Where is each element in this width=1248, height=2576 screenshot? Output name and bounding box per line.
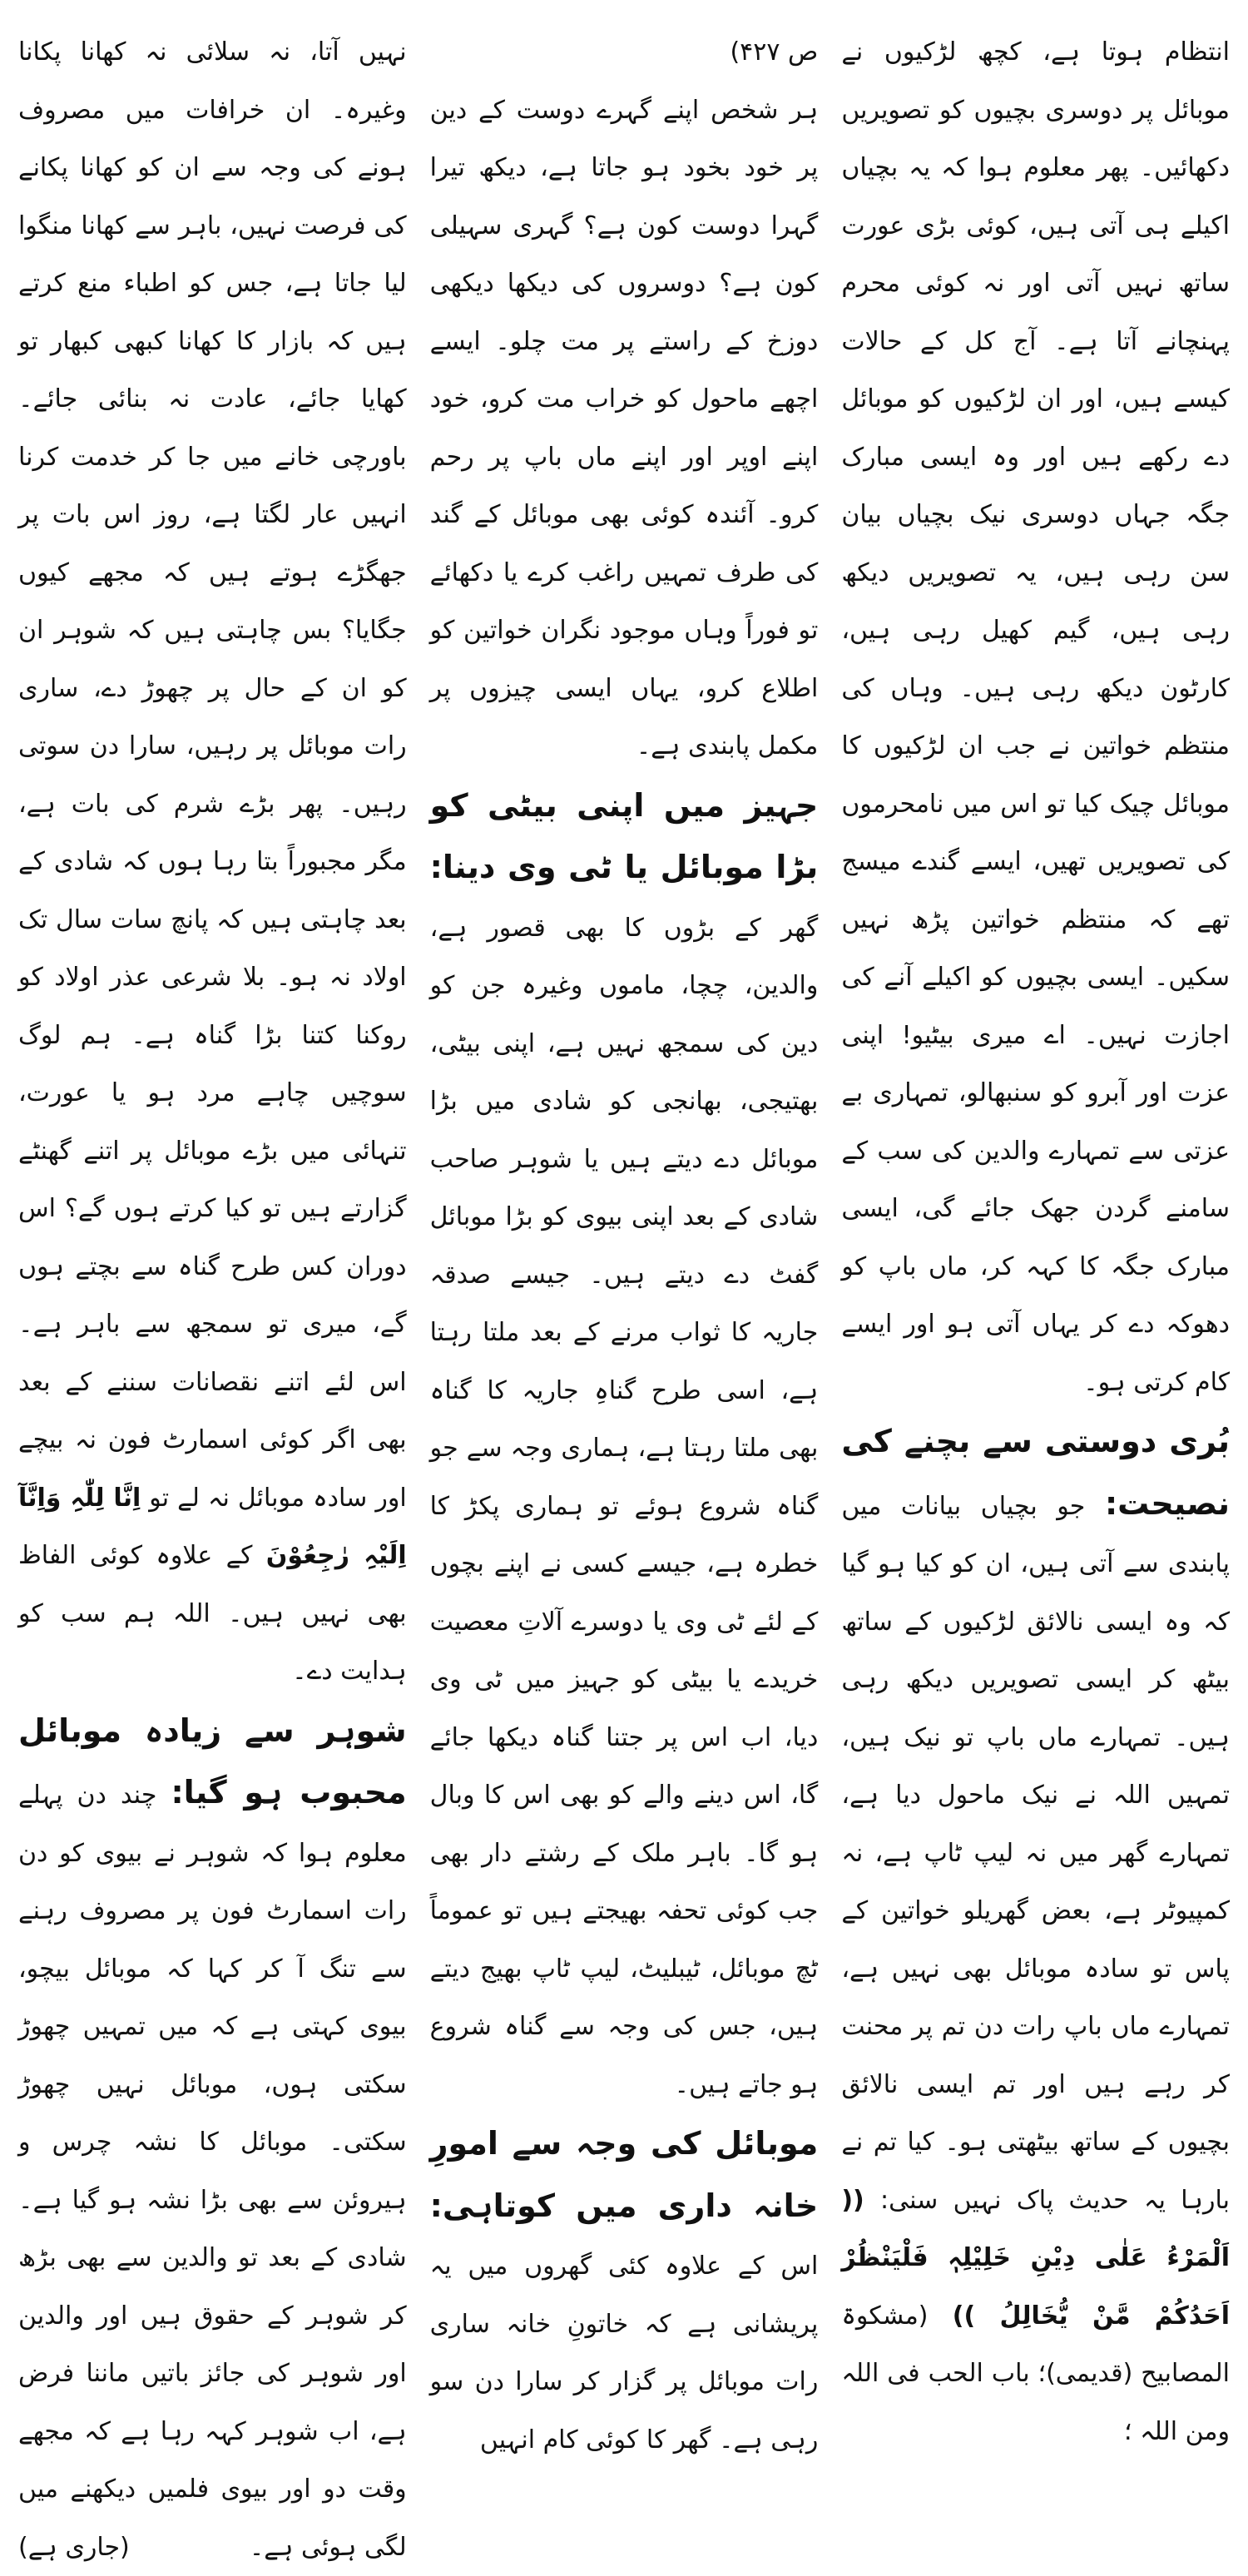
paragraph-text: انتظام ہوتا ہے، کچھ لڑکیوں نے موبائل پر دوسری بچیوں کو تصویریں دکھائیں۔ پھر معلوم ہوا کہ یہ بچیاں اکیلے ہی آتی ہیں، کوئی بڑی عورت ساتھ نہیں آتی اور نہ کوئی محرم پہنچانے آتا ہے۔ آج کل کے حالات کیسے ہیں، اور ان لڑکیوں کو موبائل دے رکھے ہیں اور وہ ایسی مبارک جگہ جہاں دوسری نیک بچیاں بیان سن رہی ہیں، یہ تصویریں دیکھ رہی ہیں، گیم کھیل رہی ہیں، کارٹون دیکھ رہی ہیں۔ وہاں کی منتظم خواتین نے جب ان لڑکیوں کا موبائل چیک کیا تو اس میں نامحرموں کی تصویریں تھیں، ایسے گندے میسج تھے کہ منتظم خواتین پڑھ نہیں سکیں۔ ایسی بچیوں کو اکیلے آنے کی اجازت نہیں۔ اے میری بیٹیو! اپنی عزت اور آبرو کو سنبھالو، تمہاری بے عزتی سے تمہارے والدین کی سب کے سامنے گردن جھک جائے گی، ایسی مبارک جگہ کا کہہ کر، ماں باپ کو دھوکہ دے کر یہاں آتی ہو اور ایسے کام کرتی ہو۔ — [841, 37, 1230, 1397]
paragraph-text: جو بچیاں بیانات میں پابندی سے آتی ہیں، ان کو کیا ہو گیا کہ وہ ایسی نالائق لڑکیوں کے ساتھ بیٹھ کر ایسی تصویریں دیکھ رہی ہیں۔ تمہارے ماں باپ تو نیک ہیں، تمہیں اللہ نے نیک ماحول دیا ہے، تمہارے گھر میں نہ لیپ ٹاپ ہے، نہ کمپیوٹر ہے، بعض گھریلو خواتین کے پاس تو سادہ موبائل بھی نہیں ہے، تمہارے ماں باپ رات دن تم پر محنت کر رہے ہیں اور تم ایسی نالائق بچیوں کے ساتھ بیٹھتی ہو۔ کیا تم نے بارہا یہ حدیث پاک نہیں سنی: — [841, 1492, 1230, 2215]
section-heading: شوہر سے زیادہ موبائل محبوب ہو گیا: — [18, 1712, 407, 1811]
paragraph-text: کے علاوہ کوئی الفاظ بھی نہیں ہیں۔ اللہ ہم سب کو ہدایت دے۔ — [18, 1541, 407, 1686]
paragraph — [841, 1411, 1230, 2460]
column-right — [841, 23, 1230, 1814]
citation-continued: ص ۴۲۷) — [430, 23, 819, 82]
paragraph — [430, 82, 819, 775]
paragraph-text: نہیں آتا، نہ سلائی نہ کھانا پکانا وغیرہ۔ ان خرافات میں مصروف ہونے کی وجہ سے ان کو کھانا پکانے کی فرصت نہیں، باہر سے کھانا منگوا لیا جاتا ہے، جس کو اطباء منع کرتے ہیں کہ بازار کا کھانا کبھی کبھار تو کھایا جائے، عادت نہ بنائی جائے۔ باورچی خانے میں جا کر خدمت کرنا انہیں عار لگتا ہے، روز اس بات پر جھگڑے ہوتے ہیں کہ مجھے کیوں جگایا؟ بس چاہتی ہیں کہ شوہر ان کو ان کے حال پر چھوڑ دے، ساری رات موبائل پر رہیں، سارا دن سوتی رہیں۔ پھر بڑے شرم کی بات ہے، مگر مجبوراً بتا رہا ہوں کہ شادی کے بعد چاہتی ہیں کہ پانچ سات سال تک اولاد نہ ہو۔ بلا شرعی عذر اولاد کو روکنا کتنا بڑا گناہ ہے۔ ہم لوگ سوچیں چاہے مرد ہو یا عورت، تنہائی میں بڑے موبائل پر اتنے گھنٹے گزارتے ہیں تو کیا کرتے ہوں گے؟ اس دوران کس طرح گناہ سے بچتے ہوں گے، میری تو سمجھ سے باہر ہے۔ اس لئے اتنے نقصانات سننے کے بعد بھی اگر کوئی اسمارٹ فون نہ بیچے اور سادہ موبائل نہ لے تو — [18, 37, 407, 1513]
paragraph — [430, 775, 819, 2114]
paragraph-text: گھر کے بڑوں کا بھی قصور ہے، والدین، چچا، ماموں وغیرہ جن کو دین کی سمجھ نہیں ہے، اپنی بیٹی، بھتیجی، بھانجی کو شادی میں بڑا موبائل دے دیتے ہیں یا شوہر صاحب شادی کے بعد اپنی بیوی کو بڑا موبائل گفٹ دے دیتے ہیں۔ جیسے صدقہ جاریہ کا ثواب مرنے کے بعد ملتا رہتا ہے، اسی طرح گناہِ جاریہ کا گناہ بھی ملتا رہتا ہے، ہماری وجہ سے جو گناہ شروع ہوئے تو ہماری پکڑ کا خطرہ ہے، جیسے کسی نے اپنے بچوں کے لئے ٹی وی یا دوسرے آلاتِ معصیت خریدے یا بیٹی کو جہیز میں ٹی وی دیا، اب اس پر جتنا گناہ دیکھا جائے گا، اس دینے والے کو بھی اس کا وبال ہو گا۔ باہر ملک کے رشتے دار بھی جب کوئی تحفہ بھیجتے ہیں تو عموماً ٹچ موبائل، ٹیبلیٹ، لیپ ٹاپ بھیج دیتے ہیں، جس کی وجہ سے گناہ شروع ہو جاتے ہیں۔ — [430, 914, 819, 2099]
paragraph-text: اس کے علاوہ کئی گھروں میں یہ پریشانی ہے کہ خاتونِ خانہ ساری رات موبائل پر گزار کر سارا دن سو رہی ہے۔ گھر کا کوئی کام انہیں — [430, 2252, 819, 2455]
paragraph — [430, 2113, 819, 2469]
citation: (مشکوۃ المصابیح (قدیمی)؛ باب الحب فی اللہ ومن اللہ ؛ — [841, 2301, 1230, 2446]
section-heading: موبائل کی وجہ سے امورِ خانہ داری میں کوتاہی: — [430, 2125, 819, 2224]
section-heading: بُری دوستی سے بچنے کی نصیحت: — [841, 1423, 1230, 1522]
paragraph — [18, 1701, 407, 2576]
column-left — [18, 23, 407, 1814]
quran-arabic: اِنَّا لِلّٰہِ وَاِنَّآ اِلَیْہِ رٰجِعُوْنَ — [18, 1484, 407, 1571]
continued-label: (جاری ہے) — [18, 2519, 130, 2576]
paragraph — [841, 23, 1230, 1411]
section-heading: جہیز میں اپنی بیٹی کو بڑا موبائل یا ٹی وی دینا: — [430, 787, 819, 886]
text-columns — [18, 23, 1230, 1814]
paragraph-text: ہر شخص اپنے گہرے دوست کے دین پر خود بخود ہو جاتا ہے، دیکھ تیرا گہرا دوست کون ہے؟ گہری سہیلی کون ہے؟ دوسروں کی دیکھا دیکھی دوزخ کے راستے پر مت چلو۔ ایسے اچھے ماحول کو خراب مت کرو، خود اپنے اوپر اور اپنے ماں باپ پر رحم کرو۔ آئندہ کوئی بھی موبائل کے گند کی طرف تمہیں راغب کرے یا دکھائے تو فوراً وہاں موجود نگران خواتین کو اطلاع کرو، یہاں ایسی چیزوں پر مکمل پابندی ہے۔ — [430, 96, 819, 761]
column-middle — [430, 23, 819, 1814]
hadith-arabic: (( اَلْمَرْءُ عَلٰی دِیْنِ خَلِیْلِہٖ فَلْیَنْظُرْ اَحَدُکُمْ مَّنْ یُّخَالِلُ )) — [841, 2186, 1230, 2331]
paragraph — [18, 23, 407, 1701]
paragraph-text: چند دن پہلے معلوم ہوا کہ شوہر نے بیوی کو دن رات اسمارٹ فون پر مصروف رہنے سے تنگ آ کر کہا کہ موبائل بیچو، بیوی کہتی ہے کہ میں تمہیں چھوڑ سکتی ہوں، موبائل نہیں چھوڑ سکتی۔ موبائل کا نشہ چرس و ہیروئن سے بھی بڑا نشہ ہو گیا ہے۔ شادی کے بعد تو والدین سے بھی بڑھ کر شوہر کے حقوق ہیں اور والدین اور شوہر کی جائز باتیں ماننا فرض ہے، اب شوہر کہہ رہا ہے کہ مجھے وقت دو اور بیوی فلمیں دیکھنے میں لگی ہوئی ہے۔ — [18, 1781, 407, 2562]
